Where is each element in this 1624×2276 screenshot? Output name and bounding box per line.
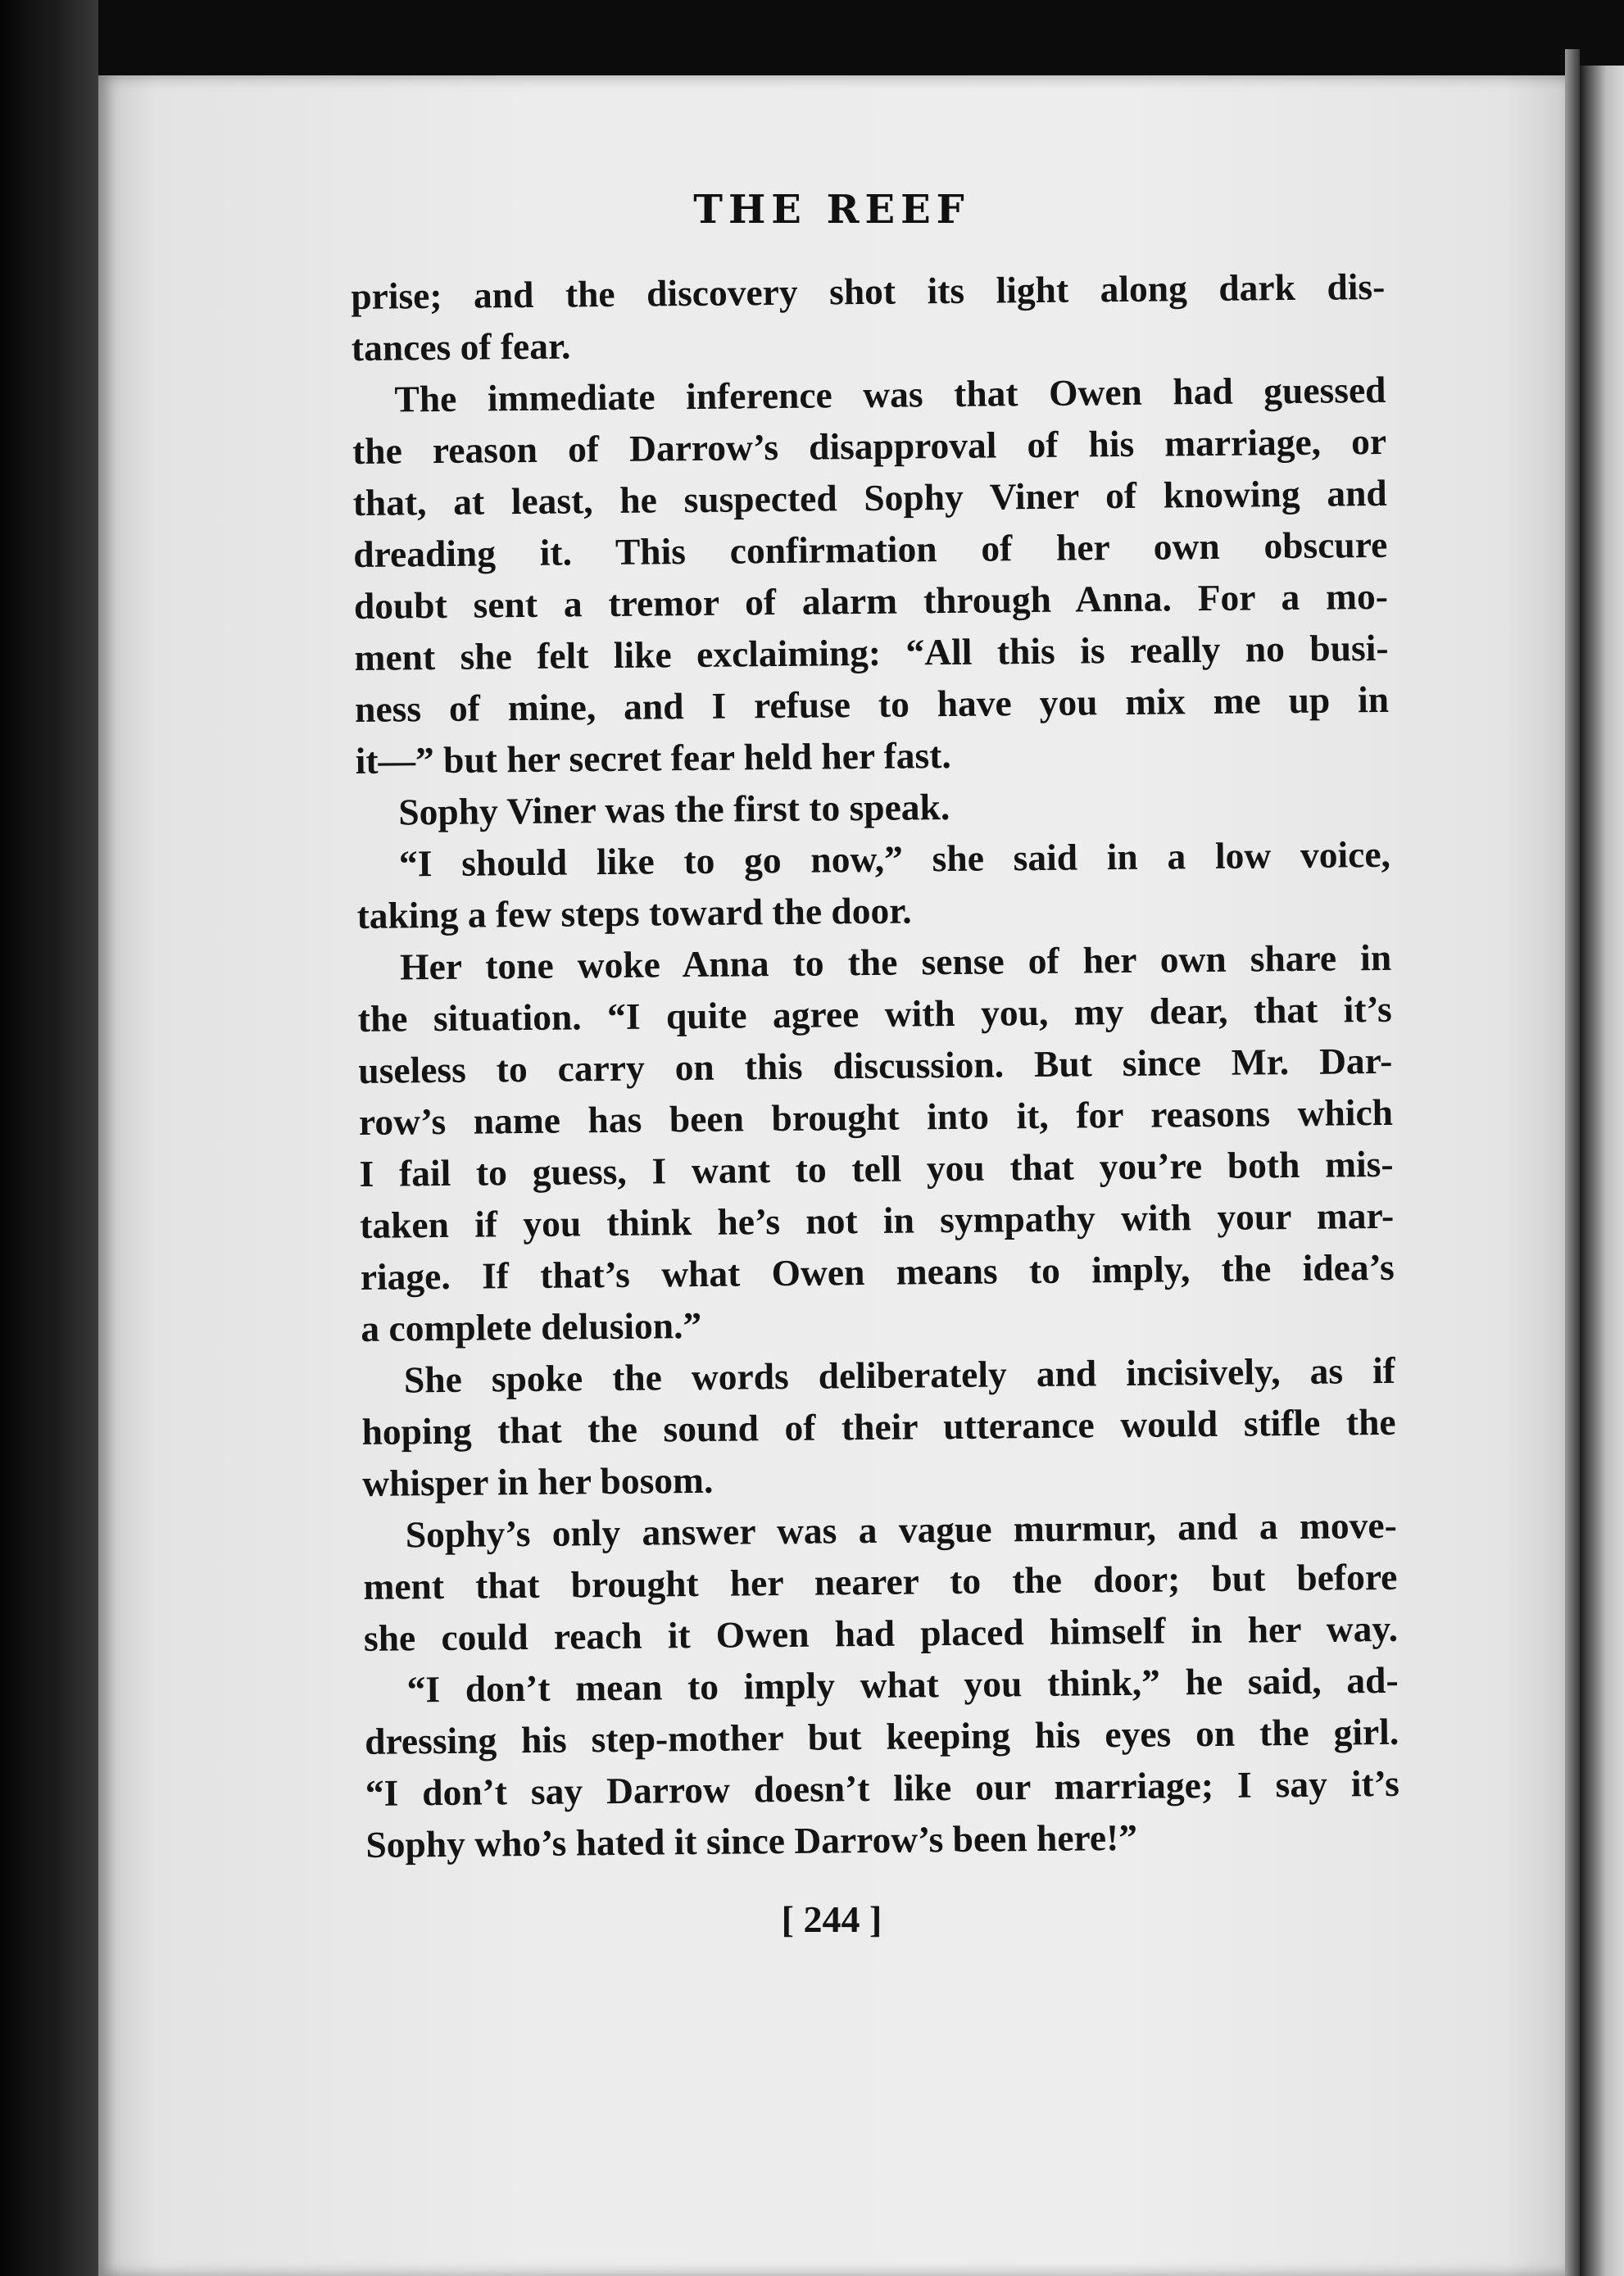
page-edge: [1565, 49, 1580, 2276]
text-line: She spoke the words deliberately and incisively, as if: [403, 1349, 1396, 1401]
text-line: Her tone woke Anna to the sense of her own share in: [399, 936, 1392, 988]
next-page-sliver: [1580, 66, 1624, 2276]
text-line: it—” but her secret fear held her fast.: [355, 733, 952, 782]
text-line: useless to carry on this discussion. But since Mr. Dar-: [358, 1039, 1393, 1091]
page-number: [ 244 ]: [781, 1898, 882, 1940]
text-line: “I don’t say Darrow doesn’t like our marriage; I say it’s: [365, 1761, 1400, 1814]
text-line: she could reach it Owen had placed himself in her way.: [363, 1607, 1399, 1659]
text-line: whisper in her bosom.: [361, 1458, 714, 1504]
text-line: a complete delusion.”: [361, 1303, 702, 1349]
text-line: taken if you think he’s not in sympathy with your mar-: [359, 1194, 1395, 1246]
text-line: The immediate inference was that Owen had guessed: [394, 368, 1386, 420]
text-line: “I should like to go now,” she said in a low voice,: [398, 832, 1391, 885]
text-line: Sophy’s only answer was a vague murmur, and a move-: [405, 1503, 1398, 1556]
text-line: that, at least, he suspected Sophy Viner of knowing and: [352, 471, 1387, 524]
text-line: riage. If that’s what Owen means to imply, the idea’s: [360, 1245, 1395, 1298]
text-line: tances of fear.: [351, 324, 571, 369]
text-line: taking a few steps toward the door.: [356, 889, 912, 936]
text-line: the situation. “I quite agree with you, my dear, that it’s: [357, 987, 1392, 1040]
text-line: “I don’t mean to imply what you think,” he said, ad-: [406, 1658, 1399, 1711]
text-line: ment she felt like exclaiming: “All this is really no busi-: [354, 626, 1389, 678]
body-text: [351, 261, 1400, 1870]
text-line: ment that brought her nearer to the door; but before: [363, 1555, 1398, 1607]
text-line: I fail to guess, I want to tell you that you’re both mis-: [359, 1142, 1394, 1195]
text-line: Sophy Viner was the first to speak.: [398, 786, 950, 833]
text-line: prise; and the discovery shot its light along dark dis-: [351, 265, 1386, 317]
text-line: row’s name has been brought into it, for reasons which: [358, 1090, 1394, 1143]
scan-left-margin: [0, 0, 98, 2276]
text-line: doubt sent a tremor of alarm through Anna. For a mo-: [353, 574, 1389, 627]
running-head: THE REEF: [693, 187, 970, 233]
text-line: Sophy who’s hated it since Darrow’s been here!”: [365, 1816, 1138, 1866]
text-line: dreading it. This confirmation of her own obscure: [353, 523, 1388, 575]
text-line: dressing his step-mother but keeping his eyes on the girl.: [364, 1710, 1399, 1762]
text-line: ness of mine, and I refuse to have you mix me up in: [354, 678, 1390, 730]
text-line: hoping that the sound of their utterance would stifle the: [361, 1400, 1396, 1453]
text-line: the reason of Darrow’s disapproval of his marriage, or: [352, 419, 1387, 472]
